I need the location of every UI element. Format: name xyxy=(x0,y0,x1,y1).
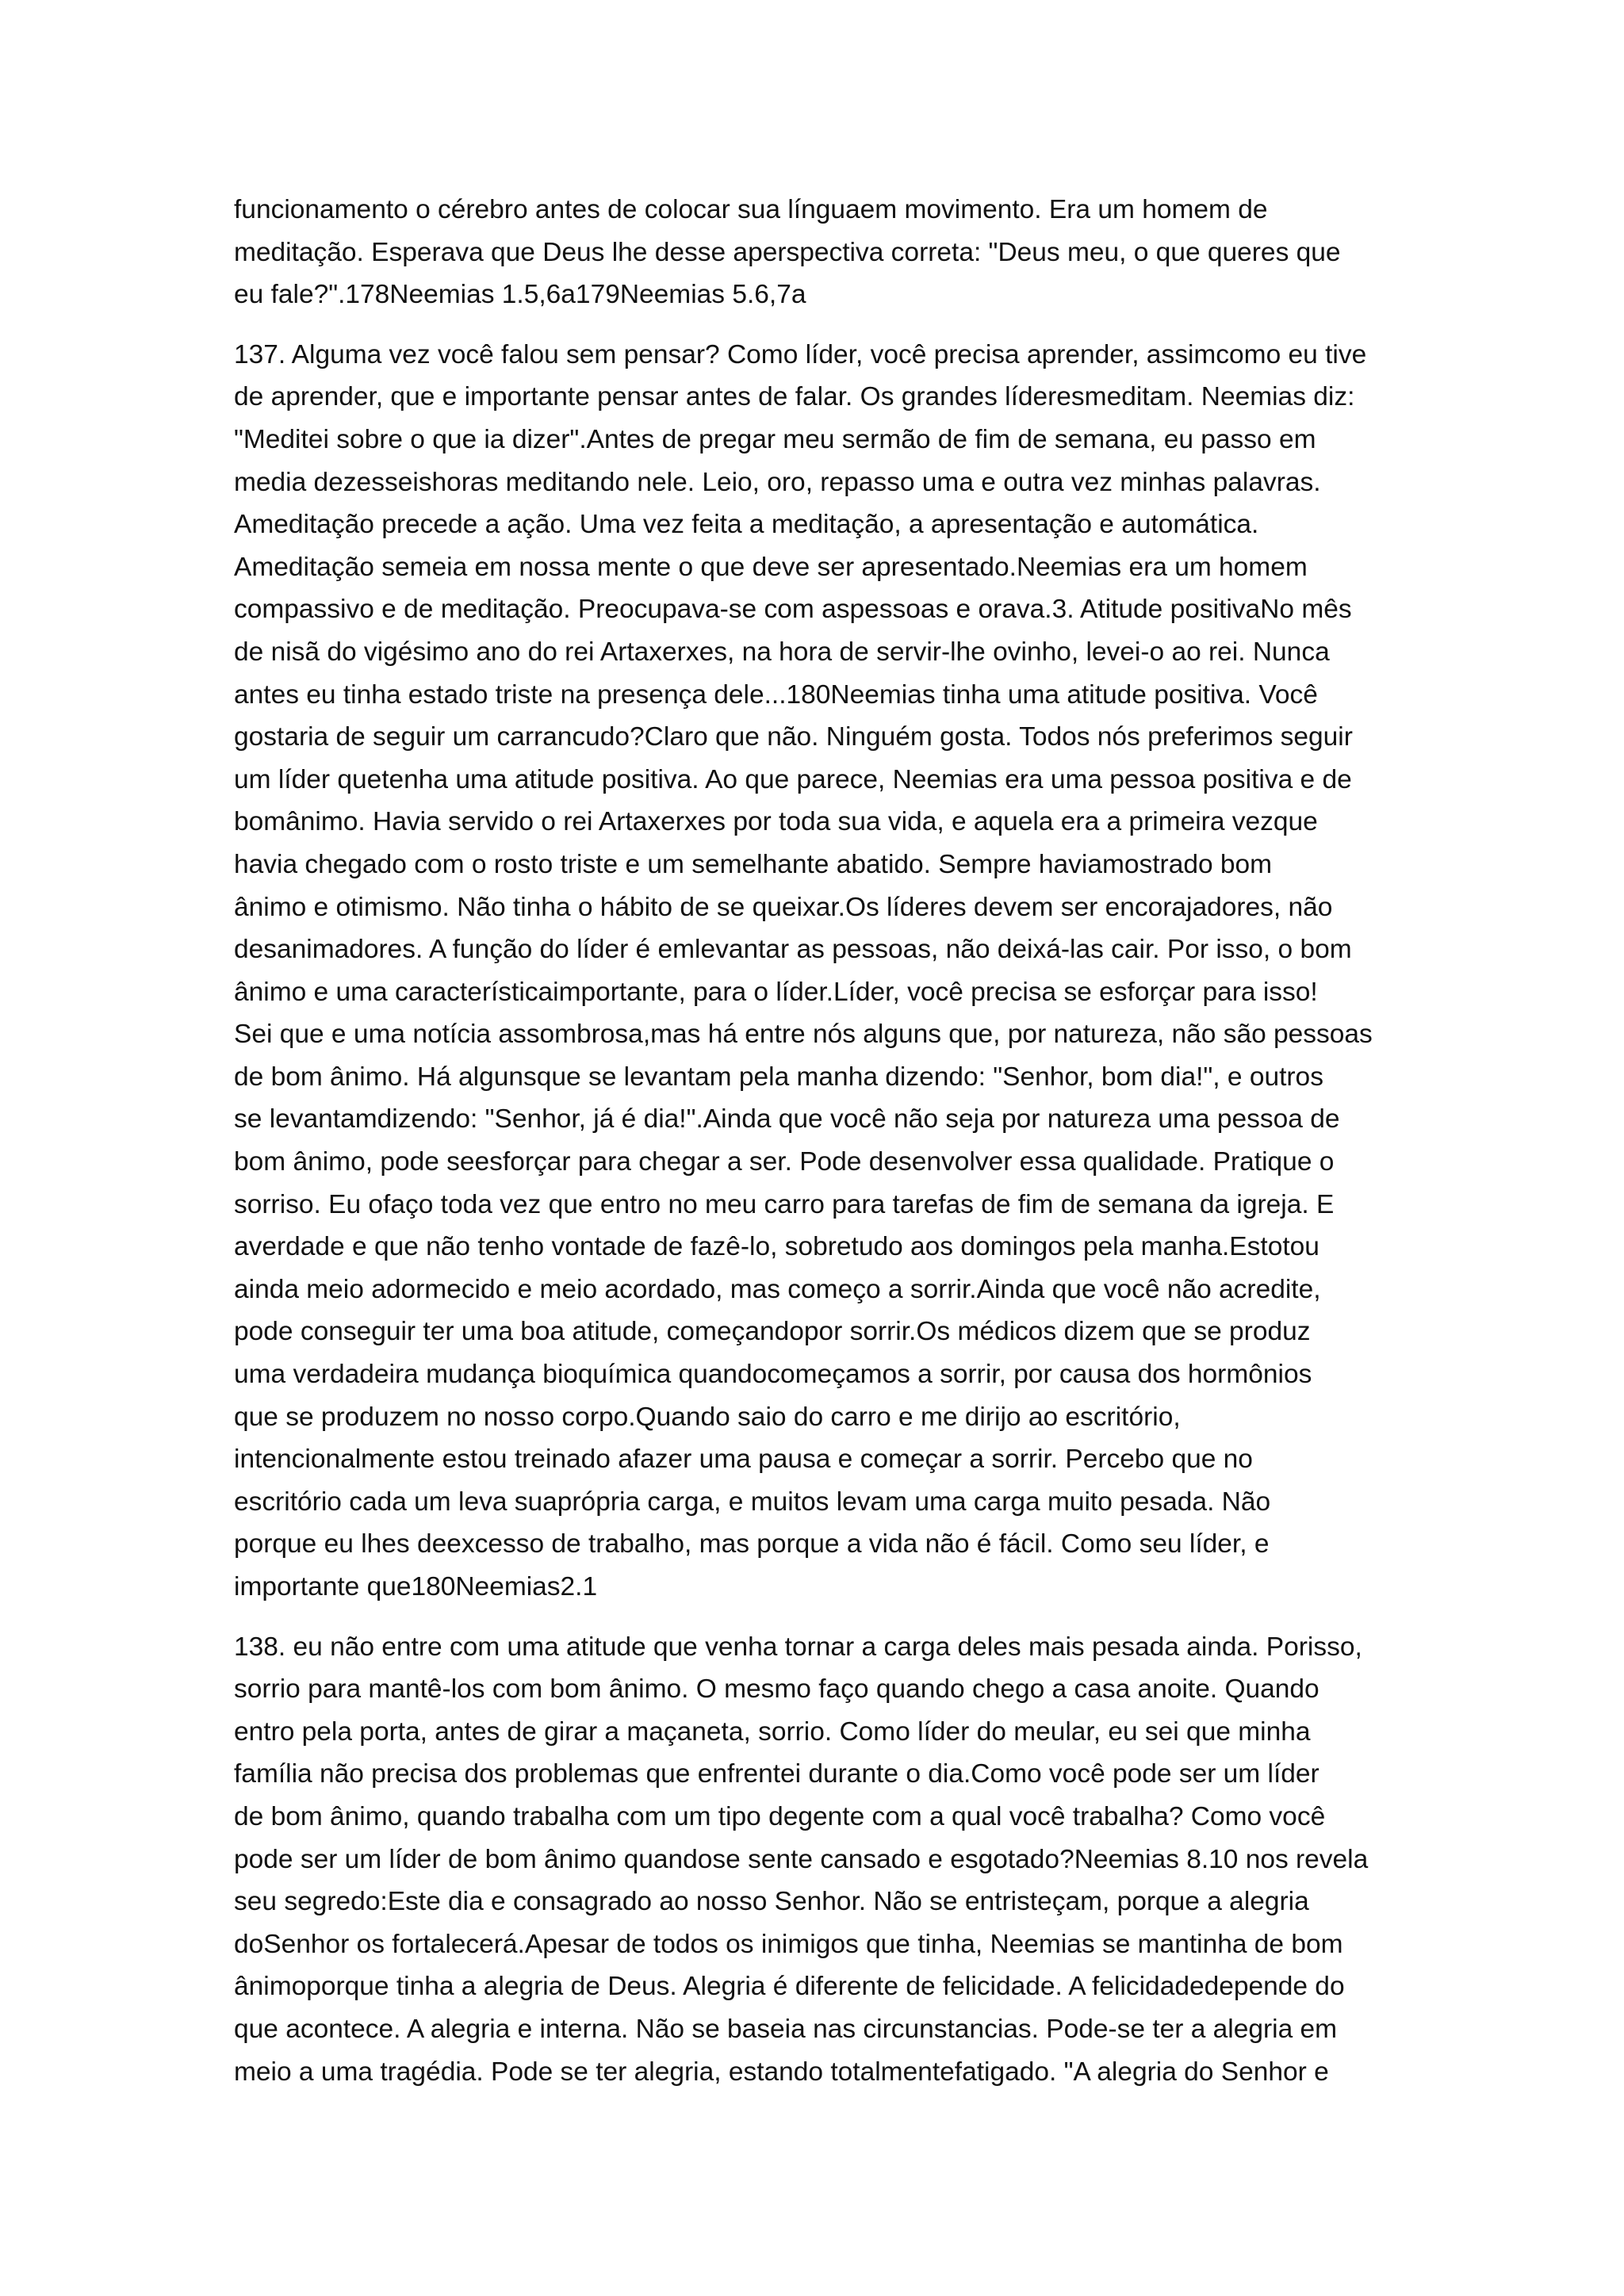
text-line: bomânimo. Havia servido o rei Artaxerxes por toda sua vida, e aquela era a primeira vezque xyxy=(234,807,1318,837)
text-line: desanimadores. A função do líder é emlevantar as pessoas, não deixá-las cair. Por isso, o bom xyxy=(234,935,1352,965)
text-line: um líder quetenha uma atitude positiva. Ao que parece, Neemias era uma pessoa positiva e de xyxy=(234,764,1352,794)
text-line: porque eu lhes deexcesso de trabalho, mas porque a vida não é fácil. Como seu líder, e xyxy=(234,1529,1270,1559)
text-line: antes eu tinha estado triste na presença dele...180Neemias tinha uma atitude positiva. Você xyxy=(234,679,1318,710)
text-line: averdade e que não tenho vontade de fazê-lo, sobretudo aos domingos pela manha.Estotou xyxy=(234,1232,1320,1262)
text-line: havia chegado com o rosto triste e um semelhante abatido. Sempre haviamostrado bom xyxy=(234,849,1273,879)
text-line: importante que180Neemias2.1 xyxy=(234,1572,598,1601)
text-line: 138. eu não entre com uma atitude que venha tornar a carga deles mais pesada ainda. Porisso, xyxy=(234,1632,1362,1662)
text-line: pode conseguir ter uma boa atitude, começandopor sorrir.Os médicos dizem que se produz xyxy=(234,1317,1311,1347)
text-line: se levantamdizendo: "Senhor, já é dia!".Ainda que você não seja por natureza uma pessoa de xyxy=(234,1104,1340,1135)
text-line: media dezesseishoras meditando nele. Leio, oro, repasso uma e outra vez minhas palavras. xyxy=(234,467,1321,497)
text-line: escritório cada um leva suaprópria carga, e muitos levam uma carga muito pesada. Não xyxy=(234,1487,1271,1517)
text-line: bom ânimo, pode seesforçar para chegar a ser. Pode desenvolver essa qualidade. Pratique o xyxy=(234,1147,1335,1177)
text-line: família não precisa dos problemas que enfrentei durante o dia.Como você pode ser um líder xyxy=(234,1759,1320,1789)
text-line: "Meditei sobre o que ia dizer".Antes de pregar meu sermão de fim de semana, eu passo em xyxy=(234,424,1316,454)
text-line: de bom ânimo, quando trabalha com um tipo degente com a qual você trabalha? Como você xyxy=(234,1801,1326,1831)
text-line: entro pela porta, antes de girar a maçaneta, sorrio. Como líder do meular, eu sei que minha xyxy=(234,1716,1311,1747)
text-line: eu fale?".178Neemias 1.5,6a179Neemias 5.6,7a xyxy=(234,280,806,310)
text-line: Sei que e uma notícia assombrosa,mas há entre nós alguns que, por natureza, não são pessoas xyxy=(234,1020,1373,1050)
text-line: ânimo e uma característicaimportante, para o líder.Líder, você precisa se esforçar para isso! xyxy=(234,977,1318,1007)
text-line: de bom ânimo. Há algunsque se levantam pela manha dizendo: "Senhor, bom dia!", e outros xyxy=(234,1062,1323,1092)
text-line: funcionamento o cérebro antes de colocar sua línguaem movimento. Era um homem de xyxy=(234,195,1268,224)
text-line: 137. Alguma vez você falou sem pensar? Como líder, você precisa aprender, assimcomo eu tive xyxy=(234,339,1367,369)
paragraph xyxy=(234,189,1423,316)
text-line: de aprender, que e importante pensar antes de falar. Os grandes líderesmeditam. Neemias diz: xyxy=(234,382,1355,412)
text-line: ainda meio adormecido e meio acordado, mas começo a sorrir.Ainda que você não acredite, xyxy=(234,1274,1321,1304)
paragraph xyxy=(234,334,1423,1609)
text-line: Ameditação precede a ação. Uma vez feita a meditação, a apresentação e automática. xyxy=(234,510,1259,540)
text-line: uma verdadeira mudança bioquímica quandocomeçamos a sorrir, por causa dos hormônios xyxy=(234,1360,1312,1390)
text-line: pode ser um líder de bom ânimo quandose sente cansado e esgotado?Neemias 8.10 nos revela xyxy=(234,1844,1369,1874)
text-line: Ameditação semeia em nossa mente o que deve ser apresentado.Neemias era um homem xyxy=(234,552,1308,582)
document-body xyxy=(234,189,1423,2093)
text-line: sorriso. Eu ofaço toda vez que entro no meu carro para tarefas de fim de semana da igreja. E xyxy=(234,1189,1335,1219)
text-line: ânimoporque tinha a alegria de Deus. Alegria é diferente de felicidade. A felicidadedepende do xyxy=(234,1972,1345,2002)
text-line: que se produzem no nosso corpo.Quando saio do carro e me dirijo ao escritório, xyxy=(234,1402,1181,1432)
text-line: de nisã do vigésimo ano do rei Artaxerxes, na hora de servir-lhe ovinho, levei-o ao rei. Nunca xyxy=(234,637,1330,667)
text-line: ânimo e otimismo. Não tinha o hábito de se queixar.Os líderes devem ser encorajadores, não xyxy=(234,892,1333,922)
text-line: seu segredo:Este dia e consagrado ao nosso Senhor. Não se entristeçam, porque a alegria xyxy=(234,1887,1309,1917)
text-line: doSenhor os fortalecerá.Apesar de todos os inimigos que tinha, Neemias se mantinha de bom xyxy=(234,1929,1343,1959)
text-line: intencionalmente estou treinado afazer uma pausa e começar a sorrir. Percebo que no xyxy=(234,1445,1253,1475)
text-line: que acontece. A alegria e interna. Não se baseia nas circunstancias. Pode-se ter a alegria em xyxy=(234,2014,1338,2044)
text-line: sorrio para mantê-los com bom ânimo. O mesmo faço quando chego a casa anoite. Quando xyxy=(234,1674,1320,1705)
text-line: meditação. Esperava que Deus lhe desse aperspectiva correta: "Deus meu, o que queres que xyxy=(234,237,1341,267)
text-line: gostaria de seguir um carrancudo?Claro que não. Ninguém gosta. Todos nós preferimos seguir xyxy=(234,722,1353,752)
paragraph xyxy=(234,1626,1423,2094)
text-line: compassivo e de meditação. Preocupava-se com aspessoas e orava.3. Atitude positivaNo mês xyxy=(234,595,1352,625)
text-line: meio a uma tragédia. Pode se ter alegria, estando totalmentefatigado. "A alegria do Senhor e xyxy=(234,2057,1329,2087)
